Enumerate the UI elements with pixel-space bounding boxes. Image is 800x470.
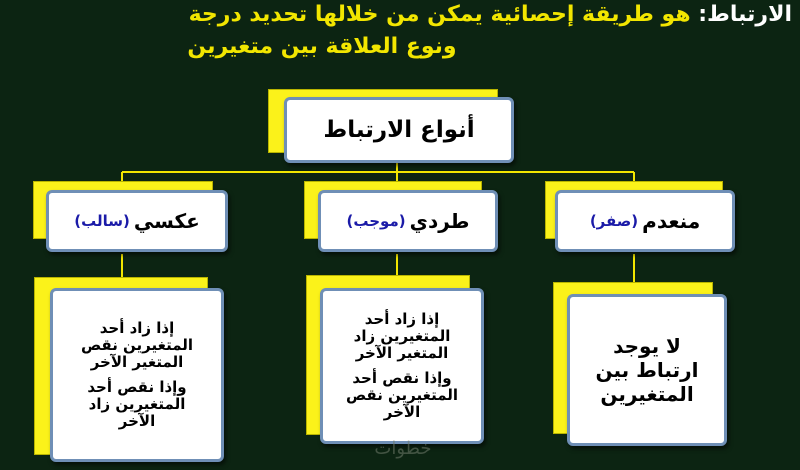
root-title: أنواع الارتباط: [323, 117, 475, 143]
type-zero-paren: (صفر): [589, 212, 639, 230]
heading-term: الارتباط: [707, 2, 792, 27]
watermark-text: خطوات: [374, 438, 432, 459]
type-box-zero: [555, 190, 735, 252]
type-positive-paren: (موجب): [346, 212, 406, 230]
type-box-positive: [318, 190, 498, 252]
heading-colon: :: [698, 2, 708, 27]
desc-negative-text-2: وإذا نقص أحد المتغيرين زاد الآخر: [87, 378, 187, 430]
type-box-negative: [46, 190, 228, 252]
desc-box-zero: [567, 294, 727, 446]
desc-zero-text: لا يوجد ارتباط بين المتغيرين: [595, 334, 699, 406]
desc-positive-text-1: إذا زاد أحد المتغيرين زاد المتغير الآخر: [353, 310, 451, 362]
root-box: [284, 97, 514, 163]
desc-negative-text-1: إذا زاد أحد المتغيرين نقص المتغير الآخر: [80, 319, 194, 371]
desc-positive-text-2: وإذا نقص أحد المتغيرين نقص الآخر: [345, 369, 459, 421]
type-zero-label: منعدم: [642, 209, 701, 233]
type-negative-paren: (سالب): [74, 212, 130, 230]
desc-box-positive: [320, 288, 484, 444]
heading-definition-part-2: ونوع العلاقة بين متغيرين: [187, 34, 457, 59]
type-positive-label: طردي: [409, 209, 470, 233]
desc-box-negative: [50, 288, 224, 462]
type-negative-label: عكسي: [133, 209, 200, 233]
heading-definition-part-1: هو طريقة إحصائية يمكن من خلالها تحديد درجة: [188, 2, 699, 27]
